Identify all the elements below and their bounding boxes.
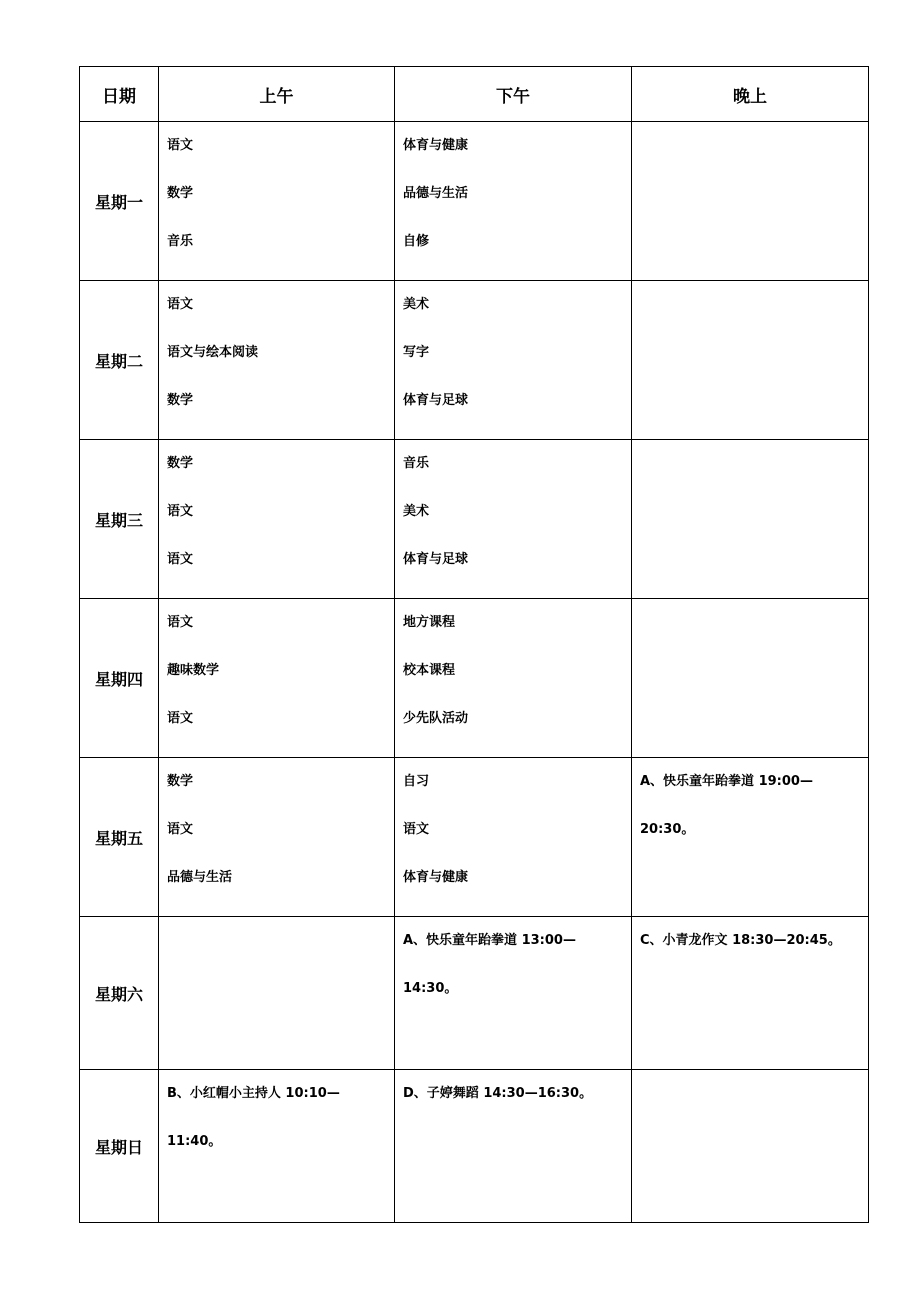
afternoon-entry: 美术 — [403, 504, 430, 519]
afternoon-entry: 地方课程 — [403, 615, 456, 630]
header-morning: 上午 — [159, 67, 395, 122]
afternoon-entry: 语文 — [403, 822, 430, 837]
header-day: 日期 — [80, 67, 159, 122]
afternoon-entry: 品德与生活 — [403, 186, 469, 201]
morning-entry: 数学 — [167, 393, 194, 408]
day-label: 星期四 — [80, 599, 159, 758]
evening-entry: 20:30。 — [640, 822, 695, 837]
day-label: 星期一 — [80, 122, 159, 281]
day-label: 星期五 — [80, 758, 159, 917]
afternoon-cell — [395, 599, 632, 758]
morning-entry: 语文 — [167, 615, 194, 630]
afternoon-entry: 体育与健康 — [403, 870, 469, 885]
evening-cell — [632, 281, 869, 440]
day-label: 星期二 — [80, 281, 159, 440]
morning-entry: 语文与绘本阅读 — [167, 345, 259, 360]
day-label: 星期三 — [80, 440, 159, 599]
afternoon-entry: 体育与足球 — [403, 552, 469, 567]
afternoon-cell — [395, 1070, 632, 1223]
day-label: 星期日 — [80, 1070, 159, 1223]
morning-entry: 语文 — [167, 504, 194, 519]
morning-entry: B、小红帽小主持人 10:10— — [167, 1086, 340, 1101]
morning-cell — [159, 758, 395, 917]
schedule-row — [80, 440, 869, 599]
afternoon-entry: 自习 — [403, 774, 430, 789]
afternoon-entry: 体育与健康 — [403, 138, 469, 153]
header-afternoon: 下午 — [395, 67, 632, 122]
afternoon-entry: 美术 — [403, 297, 430, 312]
schedule-row — [80, 1070, 869, 1223]
evening-entry: A、快乐童年跆拳道 19:00— — [640, 774, 813, 789]
schedule-row — [80, 917, 869, 1070]
morning-cell — [159, 917, 395, 1070]
morning-cell — [159, 281, 395, 440]
morning-entry: 语文 — [167, 552, 194, 567]
morning-entry: 品德与生活 — [167, 870, 233, 885]
morning-cell — [159, 122, 395, 281]
afternoon-entry: 自修 — [403, 234, 430, 249]
afternoon-cell — [395, 917, 632, 1070]
morning-entry: 语文 — [167, 822, 194, 837]
afternoon-entry: 音乐 — [403, 456, 430, 471]
afternoon-entry: 校本课程 — [403, 663, 456, 678]
schedule-row — [80, 599, 869, 758]
afternoon-entry: 体育与足球 — [403, 393, 469, 408]
evening-cell — [632, 122, 869, 281]
header-evening: 晚上 — [632, 67, 869, 122]
afternoon-entry: D、子婷舞蹈 14:30—16:30。 — [403, 1086, 593, 1101]
morning-entry: 语文 — [167, 711, 194, 726]
morning-entry: 数学 — [167, 186, 194, 201]
schedule-row — [80, 758, 869, 917]
afternoon-cell — [395, 281, 632, 440]
weekly-schedule-table — [79, 66, 869, 1223]
afternoon-cell — [395, 758, 632, 917]
evening-cell — [632, 1070, 869, 1223]
evening-entry: C、小青龙作文 18:30—20:45。 — [640, 933, 841, 948]
evening-cell — [632, 440, 869, 599]
morning-cell — [159, 599, 395, 758]
afternoon-entry: 少先队活动 — [403, 711, 469, 726]
morning-cell — [159, 440, 395, 599]
morning-entry: 数学 — [167, 456, 194, 471]
day-label: 星期六 — [80, 917, 159, 1070]
schedule-row — [80, 281, 869, 440]
afternoon-entry: A、快乐童年跆拳道 13:00— — [403, 933, 576, 948]
afternoon-cell — [395, 122, 632, 281]
afternoon-entry: 写字 — [403, 345, 430, 360]
evening-cell — [632, 758, 869, 917]
afternoon-entry: 14:30。 — [403, 981, 458, 996]
header-row — [80, 67, 869, 122]
morning-entry: 语文 — [167, 297, 194, 312]
morning-entry: 数学 — [167, 774, 194, 789]
morning-entry: 音乐 — [167, 234, 194, 249]
evening-cell — [632, 917, 869, 1070]
morning-entry: 趣味数学 — [167, 663, 220, 678]
morning-cell — [159, 1070, 395, 1223]
schedule-body — [80, 122, 869, 1223]
evening-cell — [632, 599, 869, 758]
morning-entry: 11:40。 — [167, 1134, 222, 1149]
afternoon-cell — [395, 440, 632, 599]
schedule-row — [80, 122, 869, 281]
morning-entry: 语文 — [167, 138, 194, 153]
